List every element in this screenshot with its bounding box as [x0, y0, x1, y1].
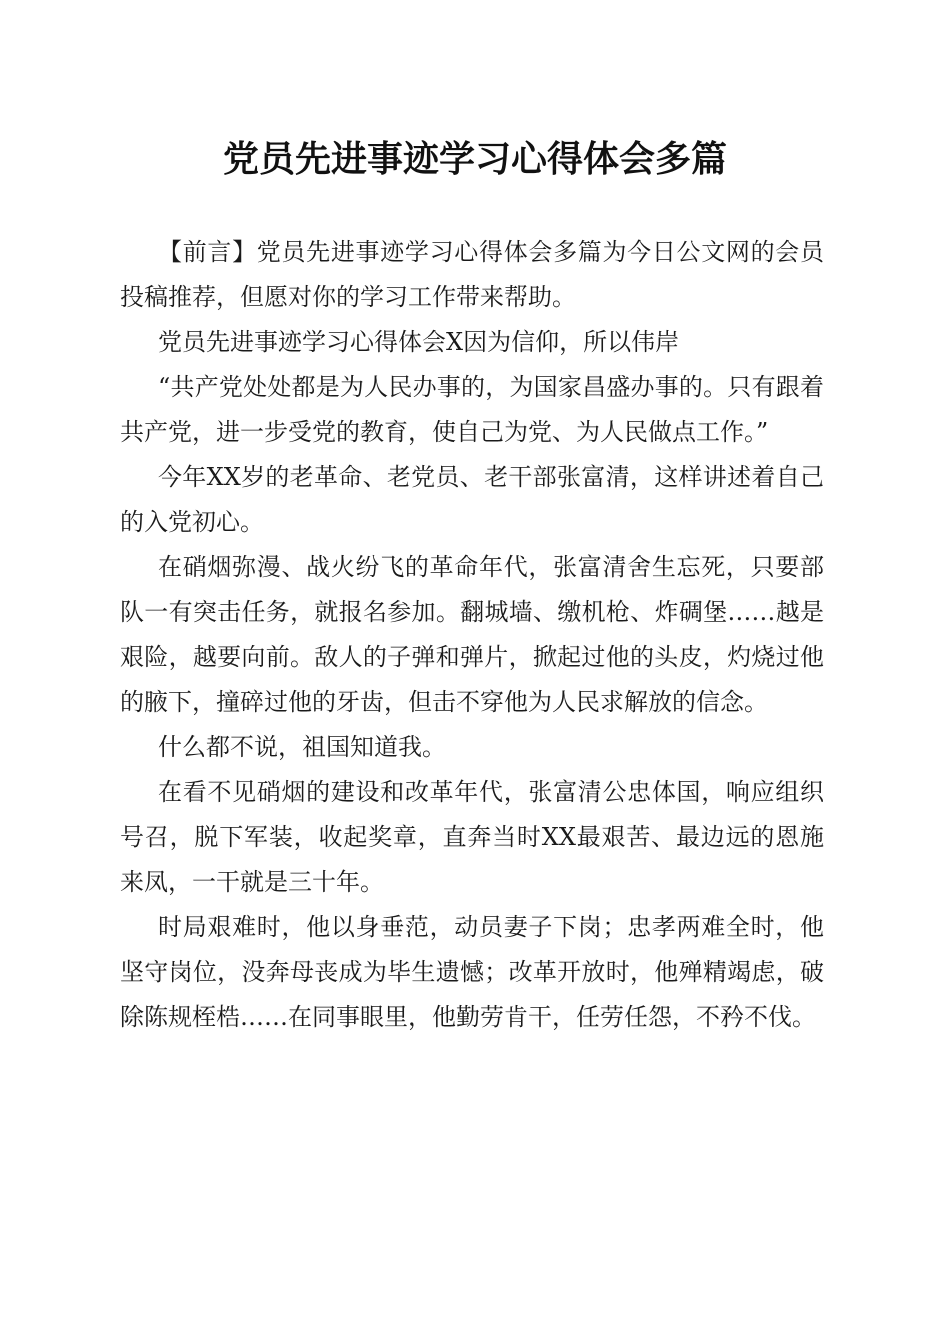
document-body: [120, 230, 824, 1040]
paragraph: 什么都不说，祖国知道我。: [158, 733, 446, 761]
document-title: 党员先进事迹学习心得体会多篇: [222, 138, 727, 180]
paragraph-subtitle: 党员先进事迹学习心得体会X因为信仰，所以伟岸: [158, 328, 680, 356]
paragraph: 时局艰难时，他以身垂范，动员妻子下岗；忠孝两难全时，他坚守岗位，没奔母丧成为毕生遗憾；改革开放时，他殚精竭虑，破除陈规桎梏……在同事眼里，他勤劳肯干，任劳任怨，不矜不伐。: [120, 913, 824, 1031]
paragraph: 在看不见硝烟的建设和改革年代，张富清公忠体国，响应组织号召，脱下军装，收起奖章，直奔当时XX最艰苦、最边远的恩施来凤，一干就是三十年。: [120, 778, 824, 896]
paragraph-quote: “共产党处处都是为人民办事的，为国家昌盛办事的。只有跟着共产党，进一步受党的教育，使自己为党、为人民做点工作。”: [120, 373, 824, 446]
paragraph: 在硝烟弥漫、战火纷飞的革命年代，张富清舍生忘死，只要部队一有突击任务，就报名参加。翻城墙、缴机枪、炸碉堡……越是艰险，越要向前。敌人的子弹和弹片，掀起过他的头皮，灼烧过他的腋下，撞碎过他的牙齿，但击不穿他为人民求解放的信念。: [120, 553, 824, 716]
paragraph-preface: 【前言】党员先进事迹学习心得体会多篇为今日公文网的会员投稿推荐，但愿对你的学习工作带来帮助。: [120, 238, 824, 311]
paragraph: 今年XX岁的老革命、老党员、老干部张富清，这样讲述着自己的入党初心。: [120, 463, 824, 536]
